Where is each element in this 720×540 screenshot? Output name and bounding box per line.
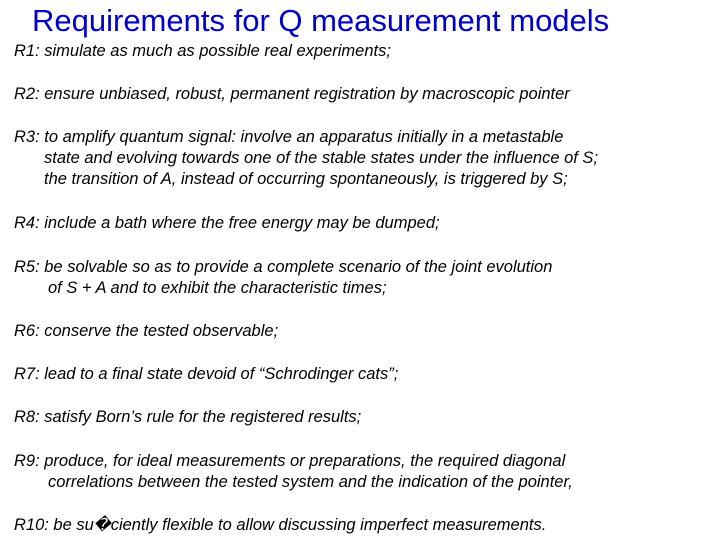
requirement-line: R2: ensure unbiased, robust, permanent registration by macroscopic pointer [14,85,570,103]
requirement-line: of S + A and to exhibit the characteristic times; [48,279,387,297]
requirement-r4 [14,213,440,234]
requirement-r1 [14,41,391,62]
requirement-line: the transition of A, instead of occurring spontaneously, is triggered by S; [44,170,568,188]
requirement-line: R5: be solvable so as to provide a complete scenario of the joint evolution [14,258,553,276]
requirement-line: R3: to amplify quantum signal: involve an apparatus initially in a metastable [14,128,564,146]
requirement-r7 [14,364,398,385]
requirement-r3 [14,127,598,190]
requirement-line: R8: satisfy Born’s rule for the registered results; [14,408,362,426]
requirement-r2 [14,84,570,105]
requirement-r10 [14,515,546,536]
requirement-line: R7: lead to a final state devoid of “Schrodinger cats”; [14,365,399,383]
requirement-line: R9: produce, for ideal measurements or preparations, the required diagonal [14,452,566,470]
slide-title: Requirements for Q measurement models [32,3,610,38]
requirement-line: R6: conserve the tested observable; [14,322,279,340]
requirement-r9 [14,451,573,493]
requirement-r6 [14,321,278,342]
requirement-line: correlations between the tested system and the indication of the pointer, [48,473,573,491]
requirement-r8 [14,407,361,428]
requirement-line: R4: include a bath where the free energy may be dumped; [14,214,440,232]
requirement-line: state and evolving towards one of the stable states under the influence of S; [44,149,599,167]
requirement-line: R10: be su�ciently flexible to allow discussing imperfect measurements. [14,516,547,534]
requirement-line: R1: simulate as much as possible real experiments; [14,42,391,60]
requirement-r5 [14,257,552,299]
